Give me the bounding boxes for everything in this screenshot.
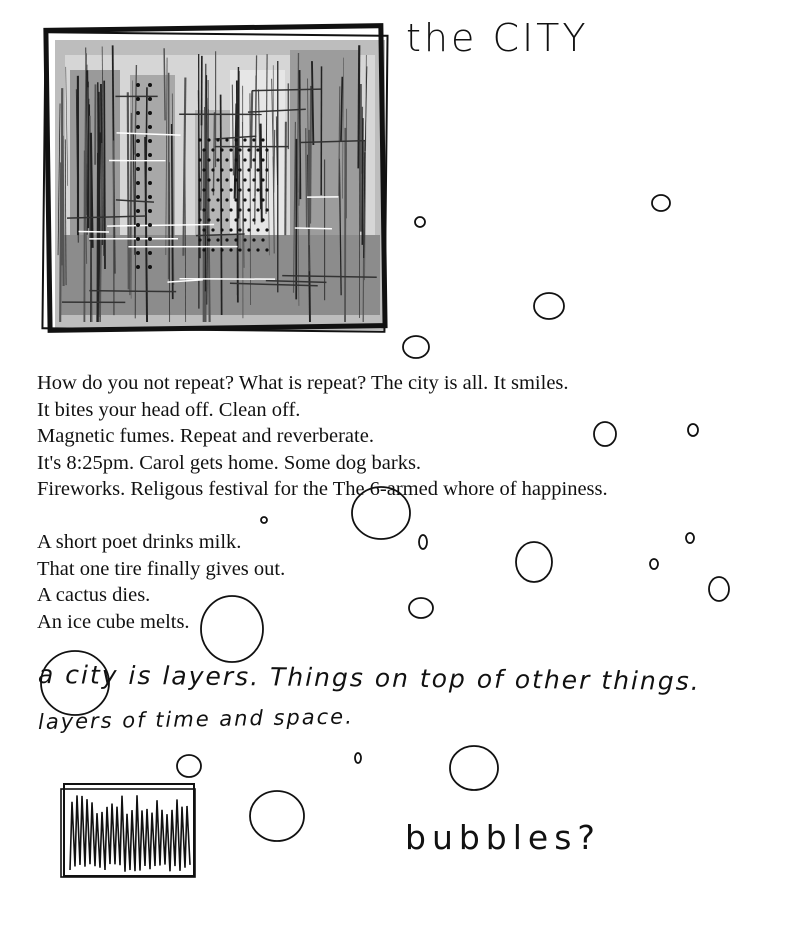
- poem-stanza-2: [37, 529, 285, 635]
- poem-line: Magnetic fumes. Repeat and reverberate.: [37, 425, 374, 448]
- scribble-box-sketch: [61, 784, 195, 877]
- poem-line: An ice cube melts.: [37, 610, 190, 633]
- poem-line: It bites your head off. Clean off.: [37, 398, 301, 421]
- poem-line: Fireworks. Religous festival for the The 6-armed whore of happiness.: [37, 478, 608, 501]
- handwritten-note-line-1: a city is layers. Things on top of other things.: [37, 660, 701, 696]
- poem-line: That one tire finally gives out.: [37, 557, 286, 580]
- handwritten-bubbles-label: bubbles?: [405, 818, 601, 857]
- page-title: the CITY: [406, 16, 589, 60]
- handwritten-note-line-2: layers of time and space.: [37, 704, 354, 734]
- poem-line: A short poet drinks milk.: [37, 531, 242, 553]
- poem-stanza-1: [37, 370, 608, 503]
- poem-line: A cactus dies.: [37, 584, 151, 607]
- poem-line: It's 8:25pm. Carol gets home. Some dog barks.: [37, 451, 422, 474]
- poem-line: How do you not repeat? What is repeat? The city is all. It smiles.: [37, 372, 569, 394]
- city-sketch-illustration: [42, 26, 387, 332]
